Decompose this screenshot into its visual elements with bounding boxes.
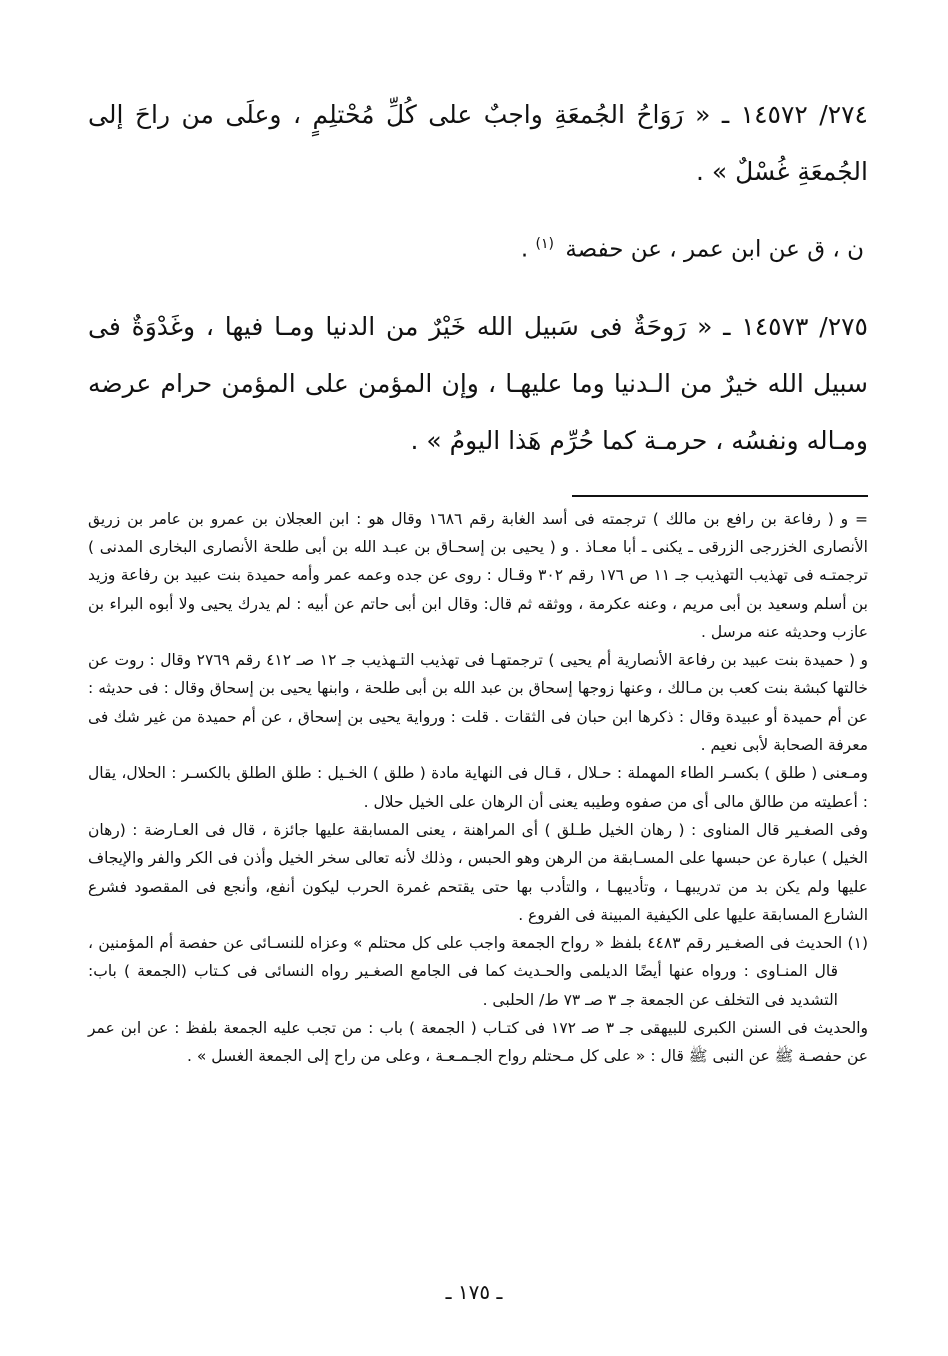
footnote-rihan-al-khayl: وفى الصغـير قال المناوى : ( رهان الخيل طـلق ) أى المراهنة ، يعنى المسابقة عليها جائزة ، قال فى العـارضة : (رهان الخيل ) عبارة عن حبسها على المسـابقة من الرهن وهو الحبس ، وذلك لأنه تعالى سخر الخيل وأذن فى الكر والفر والإيجاف عليها ولم يكن بد من تدريبهـا ، وتأديبهـا ، والتأدب بها حتى يقتحم غمرة الحرب ليكون أنفع، وأنجع فى المقصود فشرع الشارع المسابقة عليها على الكيفية المبينة فى الفروع . bbox=[88, 820, 868, 924]
footnote-talaq-meaning: ومـعنى ( طلق ) بكسـر الطاء المهملة : حـلال ، قـال فى النهاية مادة ( طلق ) الخـيل : طلق الطلق بالكسـر : الحلال، يقال : أعطيته من طالق مالى أى من صفوه وطيبه يعنى أن الرهان على الخيل حلال . bbox=[88, 764, 868, 811]
source-text: ن ، ق عن ابن عمر ، عن حفصة bbox=[565, 236, 864, 263]
hadith-274: ٢٧٤/ ١٤٥٧٢ ـ « رَوَاحُ الجُمعَةِ واجبٌ على كُلِّ مُحْتلِمٍ ، وعلَى من راحَ إلى الجُمعَةِ غُسْلٌ » . bbox=[88, 100, 868, 186]
footnote-continuation: = و ( رفاعة بن رافع بن مالك ) ترجمته فى أسد الغابة رقم ١٦٨٦ وقال هو : ابن العجلان بن عمرو بن عامر بن زريق الأنصارى الخزرجى الزرقى ـ يكنى ـ أبا معـاذ . و ( يحيى بن إسحـاق بن عبـد الله بن أبى طلحة الأنصارى البخارى المدنى ) ترجمتـه فى تهذيب التهذيب جـ ١١ ص ١٧٦ رقم ٣٠٢ وقـال : روى عن جده وعمه عمر وأمه حميدة بنت عبيد بن رفاعة وزيد بن أسلم وسعيد بن أبى مريم ، وعنه عكرمة ، ووثقه ثم قال: وقال ابن أبى حاتم عن أبيه : لم يدرك يحيى ولا أبوه البراء بن عازب وحديثه عنه مرسل . bbox=[88, 509, 868, 641]
footnotes-section bbox=[88, 505, 868, 1071]
footnote-reference[interactable]: (١) bbox=[535, 236, 554, 252]
footnote-bayhaqi: والحديث فى السنن الكبرى للبيهقى جـ ٣ صـ ١٧٢ فى كتـاب ( الجمعة ) باب : من تجب عليه الجمعة بلفظ : عن ابن عمر عن حفصـة ﷺ عن النبى ﷺ قال : « على كل مـحتلم رواح الجـمـعـة ، وعلى من راح إلى الجمعة الغسل » . bbox=[88, 1019, 868, 1066]
page-body bbox=[88, 86, 868, 1071]
footnote-1: (١) الحديث فى الصغـير رقم ٤٤٨٣ بلفظ « رواح الجمعة واجب على كل محتلم » وعزاه للنسـائى عن حفصة أم المؤمنين ، قال المنـاوى : ورواه عنها أيضًا الديلمى والحـديث كما فى الجامع الصغـير رواه النسائى فى كـتاب (الجمعة ) باب: التشديد فى التخلف عن الجمعة جـ ٣ صـ ٧٣ ط/ الحلبى . bbox=[88, 934, 868, 1009]
footnote-humayda: و ( حميدة بنت عبيد بن رفاعة الأنصارية أم يحيى ) ترجمتهـا فى تهذيب التـهذيب جـ ١٢ صـ ٤١٢ رقم ٢٧٦٩ وقال : روت عن خالتها كبشة بنت كعب بن مـالك ، وعنها زوجها إسحاق بن عبد الله بن أبى طلحة ، وابنها يحيى بن إسحاق وقال : فى حديثه : عن أم حميدة أو عبيدة وقال : ذكرها ابن حبان فى الثقات . قلت : ورواية يحيى بن إسحاق ، عن أم حميدة من غير شك فى معرفة الصحابة لأبى نعيم . bbox=[88, 651, 868, 755]
page-number: ـ ١٧٥ ـ bbox=[445, 1280, 503, 1304]
hadith-275: ٢٧٥/ ١٤٥٧٣ ـ « رَوحَةٌ فى سَبيل الله خَيْرٌ من الدنيا ومـا فيها ، وغَدْوَةٌ فى سبيل الله خيرٌ من الـدنيا وما عليهـا ، وإن المؤمن على المؤمن حرام عرضه ومـاله ونفسُه ، حرمـة كما حُرِّم هَذا اليومُ » . bbox=[88, 311, 868, 455]
source-terminator: . bbox=[520, 236, 529, 263]
hadith-source bbox=[88, 226, 868, 268]
footnote-divider bbox=[572, 495, 868, 497]
